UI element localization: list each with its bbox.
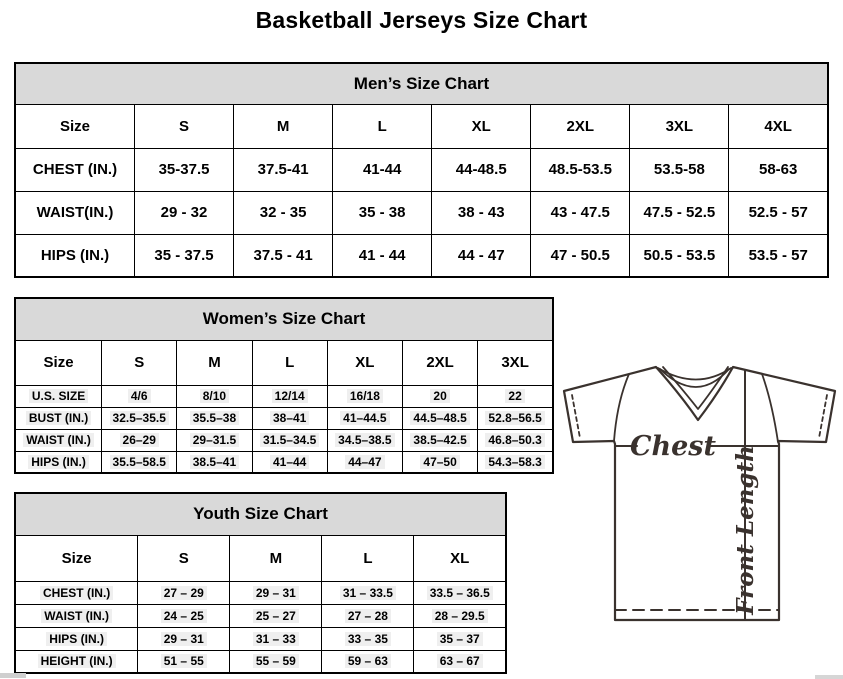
cell-value: 41–44.5 [340, 411, 389, 425]
cell-value: 41 - 44 [358, 246, 406, 264]
cell-value: 44.5–48.5 [410, 411, 469, 425]
cell-value: 27 – 29 [161, 586, 207, 600]
row-label [15, 148, 135, 191]
table-cell [414, 581, 506, 604]
table-cell [729, 148, 828, 191]
column-header: L [252, 340, 327, 385]
table-cell [478, 407, 553, 429]
cell-value: 16/18 [347, 389, 383, 403]
cell-value: 35 - 37.5 [154, 246, 214, 264]
table-cell [333, 234, 432, 277]
cell-value: 26–29 [120, 433, 159, 447]
cell-value: 35-37.5 [158, 161, 210, 178]
table-cell [252, 407, 327, 429]
table-cell [432, 191, 531, 234]
table-title: Women’s Size Chart [15, 298, 553, 340]
table-cell [135, 148, 234, 191]
column-header-row [15, 340, 553, 385]
column-header: M [234, 104, 333, 148]
cell-value: 35.5–58.5 [110, 455, 169, 469]
table-cell [230, 581, 322, 604]
cell-value: 63 – 67 [437, 654, 483, 668]
row-label-text: HEIGHT (IN.) [38, 654, 116, 668]
column-header: L [322, 535, 414, 581]
womens-size-table [14, 297, 554, 474]
table-cell [322, 627, 414, 650]
table-cell [432, 148, 531, 191]
cell-value: 29 - 32 [160, 204, 208, 221]
cell-value: 35 – 37 [437, 632, 483, 646]
cell-value: 35.5–38 [190, 411, 239, 425]
column-header-row [15, 535, 506, 581]
table-title: Men’s Size Chart [15, 63, 828, 104]
cell-value: 34.5–38.5 [335, 433, 394, 447]
table-cell [177, 385, 252, 407]
cell-value: 24 – 25 [161, 609, 207, 623]
cell-value: 41–44 [270, 455, 309, 469]
jersey-outline [564, 367, 835, 620]
cell-value: 41-44 [362, 161, 402, 178]
column-header: XL [414, 535, 506, 581]
cell-value: 29–31.5 [190, 433, 239, 447]
table-cell [333, 148, 432, 191]
table-cell [478, 451, 553, 473]
table-cell [327, 429, 402, 451]
cell-value: 31.5–34.5 [260, 433, 319, 447]
table-cell [322, 650, 414, 673]
row-label-text: HIPS (IN.) [28, 455, 89, 469]
column-header: 3XL [478, 340, 553, 385]
youth-size-table [14, 492, 507, 674]
cell-value: 55 – 59 [253, 654, 299, 668]
table-cell [630, 234, 729, 277]
row-label [15, 429, 102, 451]
column-header: 2XL [531, 104, 630, 148]
table-row [15, 148, 828, 191]
cell-value: 20 [430, 389, 449, 403]
cell-value: 32.5–35.5 [110, 411, 169, 425]
cell-value: 52.8–56.5 [485, 411, 544, 425]
cell-value: 47 - 50.5 [550, 246, 610, 264]
cell-value: 29 – 31 [161, 632, 207, 646]
page-title: Basketball Jerseys Size Chart [255, 7, 588, 33]
cell-value: 53.5 - 57 [748, 246, 808, 264]
column-header: XL [432, 104, 531, 148]
table-cell [531, 234, 630, 277]
cell-value: 33.5 – 36.5 [427, 586, 493, 600]
row-label-text: U.S. SIZE [29, 389, 88, 403]
chest-label: Chest [630, 431, 716, 462]
table-row [15, 581, 506, 604]
table-cell [322, 604, 414, 627]
cell-value: 8/10 [200, 389, 229, 403]
cell-value: 27 – 28 [345, 609, 391, 623]
table-cell [531, 148, 630, 191]
table-row [15, 650, 506, 673]
table-title-row [15, 63, 828, 104]
column-header: S [135, 104, 234, 148]
column-header: 4XL [729, 104, 828, 148]
table-cell [252, 429, 327, 451]
row-label [15, 407, 102, 429]
cell-value: 37.5 - 41 [253, 246, 313, 264]
cell-value: 47–50 [420, 455, 459, 469]
cell-value: 44 - 47 [457, 246, 505, 264]
cell-value: 44–47 [345, 455, 384, 469]
column-header: S [138, 535, 230, 581]
table-cell [478, 385, 553, 407]
cell-value: 58-63 [759, 161, 798, 178]
cell-value: 33 – 35 [345, 632, 391, 646]
row-label-text: HIPS (IN.) [40, 246, 110, 264]
table-cell [102, 429, 177, 451]
cell-value: 25 – 27 [253, 609, 299, 623]
cell-value: 35 - 38 [358, 204, 406, 221]
table-cell [327, 407, 402, 429]
table-cell [135, 234, 234, 277]
table-row [15, 429, 553, 451]
table-row [15, 604, 506, 627]
table-cell [402, 451, 477, 473]
scrollbar-fragment-bottom-left[interactable] [0, 673, 26, 678]
table-cell [177, 429, 252, 451]
cell-value: 29 – 31 [253, 586, 299, 600]
table-cell [327, 385, 402, 407]
cell-value: 43 - 47.5 [550, 204, 610, 221]
cell-value: 4/6 [128, 389, 151, 403]
table-cell [531, 191, 630, 234]
table-cell [252, 385, 327, 407]
table-title-row [15, 493, 506, 535]
table-cell [138, 650, 230, 673]
cell-value: 32 - 35 [259, 204, 307, 221]
cell-value: 22 [505, 389, 524, 403]
row-label [15, 234, 135, 277]
row-label-text: CHEST (IN.) [32, 161, 118, 178]
row-label-text: CHEST (IN.) [40, 586, 113, 600]
table-cell [414, 627, 506, 650]
cell-value: 53.5-58 [653, 161, 705, 178]
cell-value: 46.8–50.3 [485, 433, 544, 447]
cell-value: 31 – 33 [253, 632, 299, 646]
table-cell [234, 148, 333, 191]
row-label-text: HIPS (IN.) [46, 632, 107, 646]
table-cell [234, 234, 333, 277]
cell-value: 38–41 [270, 411, 309, 425]
column-header: M [177, 340, 252, 385]
table-cell [230, 604, 322, 627]
cell-value: 28 – 29.5 [432, 609, 488, 623]
table-cell [177, 407, 252, 429]
table-cell [234, 191, 333, 234]
table-cell [414, 604, 506, 627]
column-header: Size [15, 104, 135, 148]
table-cell [230, 627, 322, 650]
cell-value: 48.5-53.5 [548, 161, 612, 178]
row-label-text: WAIST(IN.) [36, 204, 114, 221]
table-cell [729, 234, 828, 277]
table-row [15, 627, 506, 650]
table-cell [729, 191, 828, 234]
table-cell [327, 451, 402, 473]
jersey-diagram-svg [556, 358, 843, 658]
row-label-text: WAIST (IN.) [41, 609, 112, 623]
table-row [15, 407, 553, 429]
table-row [15, 191, 828, 234]
column-header: L [333, 104, 432, 148]
column-header-row [15, 104, 828, 148]
table-cell [402, 429, 477, 451]
table-title: Youth Size Chart [15, 493, 506, 535]
column-header: S [102, 340, 177, 385]
table-row [15, 451, 553, 473]
table-cell [230, 650, 322, 673]
cell-value: 38.5–42.5 [410, 433, 469, 447]
cell-value: 52.5 - 57 [748, 204, 808, 221]
column-header: Size [15, 340, 102, 385]
table-cell [402, 385, 477, 407]
row-label [15, 627, 138, 650]
jersey-measurement-diagram [556, 358, 843, 658]
cell-value: 44-48.5 [455, 161, 507, 178]
row-label [15, 604, 138, 627]
scrollbar-fragment-bottom-right[interactable] [815, 675, 843, 679]
cell-value: 59 – 63 [345, 654, 391, 668]
row-label-text: BUST (IN.) [26, 411, 91, 425]
table-title-row [15, 298, 553, 340]
cell-value: 54.3–58.3 [485, 455, 544, 469]
column-header: 2XL [402, 340, 477, 385]
table-cell [630, 148, 729, 191]
table-row [15, 385, 553, 407]
table-cell [135, 191, 234, 234]
mens-size-table [14, 62, 829, 278]
table-cell [102, 451, 177, 473]
cell-value: 31 – 33.5 [340, 586, 396, 600]
cell-value: 12/14 [272, 389, 308, 403]
table-row [15, 234, 828, 277]
column-header: Size [15, 535, 138, 581]
front-length-label: Front Length [732, 445, 759, 615]
cell-value: 47.5 - 52.5 [643, 204, 716, 221]
table-cell [322, 581, 414, 604]
row-label [15, 385, 102, 407]
table-cell [138, 581, 230, 604]
table-cell [414, 650, 506, 673]
table-cell [402, 407, 477, 429]
table-cell [102, 385, 177, 407]
column-header: M [230, 535, 322, 581]
table-cell [138, 627, 230, 650]
table-cell [333, 191, 432, 234]
table-cell [177, 451, 252, 473]
row-label-text: WAIST (IN.) [23, 433, 94, 447]
row-label [15, 650, 138, 673]
row-label [15, 581, 138, 604]
cell-value: 51 – 55 [161, 654, 207, 668]
cell-value: 38 - 43 [457, 204, 505, 221]
table-cell [252, 451, 327, 473]
table-cell [102, 407, 177, 429]
cell-value: 38.5–41 [190, 455, 239, 469]
table-cell [138, 604, 230, 627]
column-header: 3XL [630, 104, 729, 148]
column-header: XL [327, 340, 402, 385]
table-cell [432, 234, 531, 277]
table-cell [630, 191, 729, 234]
row-label [15, 451, 102, 473]
cell-value: 50.5 - 53.5 [643, 246, 716, 264]
cell-value: 37.5-41 [257, 161, 309, 178]
table-cell [478, 429, 553, 451]
row-label [15, 191, 135, 234]
